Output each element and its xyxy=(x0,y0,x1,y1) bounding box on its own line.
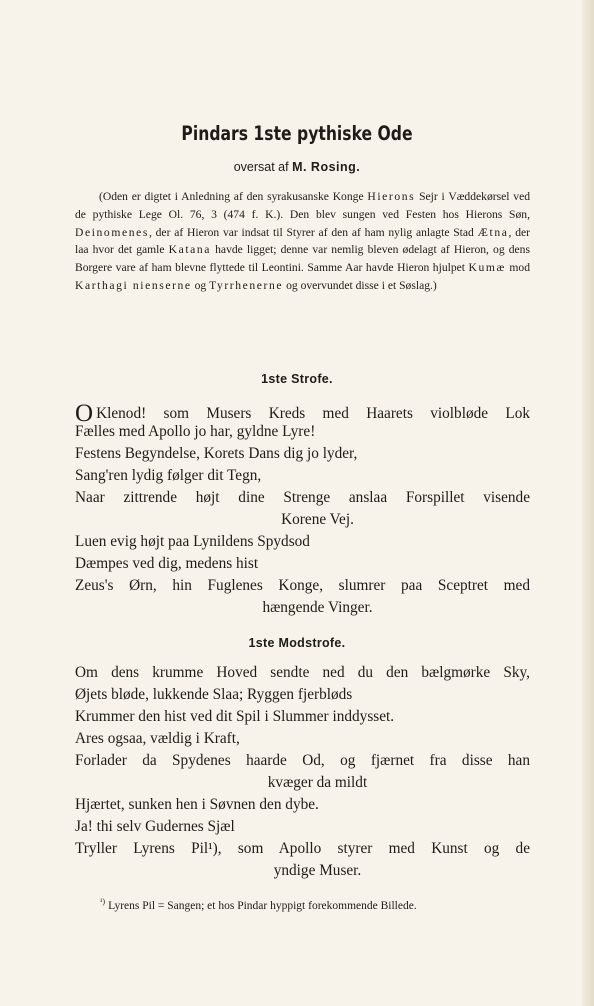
intro-text: (Oden er digtet i Anledning af den syrakusanske Konge xyxy=(99,190,368,203)
verse-line: Naar zittrende højt dine Strenge anslaa Forspillet visende xyxy=(75,489,530,506)
modstrofe-heading: 1ste Modstrofe. xyxy=(248,636,346,650)
intro-name: Karthagi nienserne xyxy=(75,278,192,292)
verse-line: Ja! thi selv Gudernes Sjæl xyxy=(75,818,235,835)
page-title: Pindars 1ste pythiske Ode xyxy=(181,122,413,145)
verse-line: Dæmpes ved dig, medens hist xyxy=(75,555,259,572)
verse-line: Luen evig højt paa Lynildens Spydsod xyxy=(75,533,310,550)
intro-text: , der laa hvor det gamle xyxy=(75,225,530,257)
subtitle-prefix: oversat af xyxy=(233,160,289,174)
verse-line: Hjærtet, sunken hen i Søvnen den dybe. xyxy=(75,796,319,813)
verse-line: Forlader da Spydenes haarde Od, og fjærnet fra disse han xyxy=(75,752,530,769)
intro-text: havde ligget; denne var nemlig bleven ødelagt af Hieron, og dens Borgere vare af ham blevne flyttede til Leontini. Samme Aar havde Hieron hjulpet xyxy=(75,243,530,275)
verse-line: Zeus's Ørn, hin Fuglenes Konge, slumrer paa Sceptret med xyxy=(75,577,530,594)
intro-name: Hierons xyxy=(367,190,416,203)
verse-line: Ares ogsaa, vældig i Kraft, xyxy=(75,730,240,747)
intro-name: Tyrrhenerne xyxy=(209,278,284,292)
verse-line: Festens Begyndelse, Korets Dans dig jo lyder, xyxy=(75,445,358,462)
intro-name: Ætna xyxy=(477,225,509,239)
footnote-mark: ¹) xyxy=(100,897,106,906)
intro-text: , der af Hieron var indsat til Styrer af den af ham nylig anlagte Stad xyxy=(148,225,478,239)
initial-letter: O xyxy=(75,400,94,427)
footnote-text: Lyrens Pil = Sangen; et hos Pindar hyppigt forekommende Billede. xyxy=(108,900,417,912)
verse-line: Om dens krumme Hoved sendte ned du den bælgmørke Sky, xyxy=(75,664,530,681)
subtitle xyxy=(0,160,594,174)
page-edge xyxy=(582,0,594,1006)
intro-name: Katana xyxy=(168,243,212,257)
verse-text: Klenod! som Musers Kreds med Haarets violbløde Lok xyxy=(96,405,530,422)
intro-text: og xyxy=(191,278,210,292)
intro-name: Deinomenes xyxy=(75,225,149,239)
intro-text: og overvundet disse i et Søslag.) xyxy=(283,278,437,292)
strofe-heading: 1ste Strofe. xyxy=(261,372,333,386)
verse-line-continuation: Korene Vej. xyxy=(281,511,354,528)
intro-name: Kumæ xyxy=(468,261,506,275)
verse-line: Sang'ren lydig følger dit Tegn, xyxy=(75,467,262,484)
verse-line-continuation: yndige Muser. xyxy=(273,862,362,879)
verse-line-continuation: kvæger da mildt xyxy=(267,774,368,791)
intro-text: Sejr i Væddekørsel ved de pythiske Lege Ol. 76, 3 (474 f. K.). Den blev sungen ved Festen hos Hierons Søn, xyxy=(75,190,531,221)
introduction-paragraph xyxy=(75,188,530,295)
verse-line: Krummer den hist ved dit Spil i Slummer inddysset. xyxy=(75,708,395,725)
verse-line-continuation: hængende Vinger. xyxy=(262,599,373,616)
intro-text: mod xyxy=(505,261,530,275)
verse-line: Tryller Lyrens Pil¹), som Apollo styrer med Kunst og de xyxy=(75,840,530,857)
verse-line: Fælles med Apollo jo har, gyldne Lyre! xyxy=(75,423,316,440)
verse-line: Øjets bløde, lukkende Slaa; Ryggen fjerbløds xyxy=(75,686,353,703)
footnote xyxy=(100,897,417,912)
translator-name: M. Rosing. xyxy=(292,160,361,174)
